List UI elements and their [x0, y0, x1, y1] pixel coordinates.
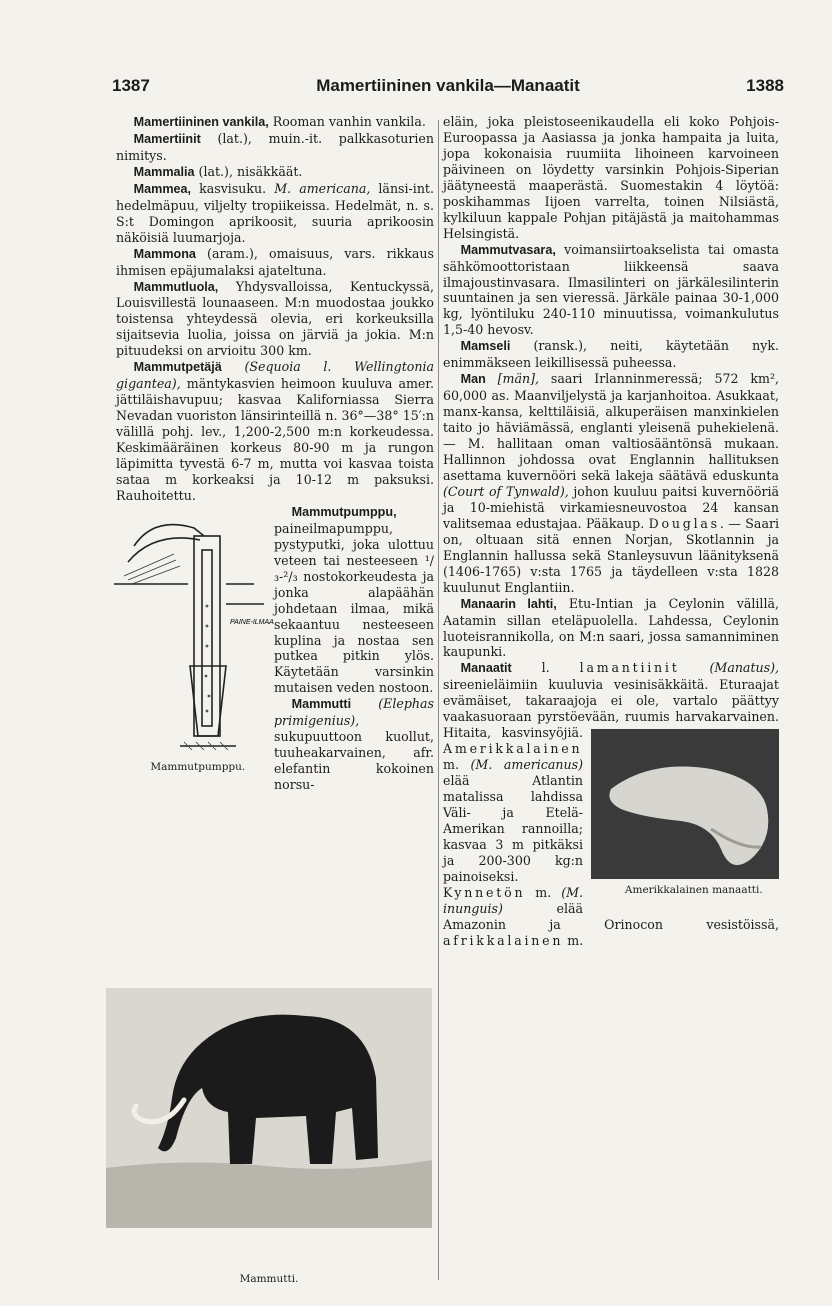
running-title: Mamertiininen vankila—Manaatit: [316, 76, 580, 95]
pump-diagram: [114, 506, 274, 756]
entry-man: Man [män], saari Irlanninmeressä; 572 km², 60,000 as. Maanviljelystä ja karjanhoitoa. Asukkaat, manx-kansa, kelttiläisiä, alkuperäisen manxinkielen taito jo häviämässä, englanti yleisenä puhekielenä. — M. hallitaan oman valtiosääntönsä mukaan. Hallinnon johdossa ovat Englannin hallituksen asettama kuvernööri sekä lakeja säätävä eduskunta (Court of Tynwald), johon kuuluu paitsi kuvernööriä ja 10-miehistä virkamiesneuvostoa 24 kansan valitsemaa edustajaa. Pääkaup. Douglas. — Saari on, oltuaan sitä ennen Norjan, Skotlannin ja Englannin hallussa sekä Stanleysuvun läänityksenä (1406-1765) v:sta 1765 ja täydelleen v:sta 1828 kuulunut Englantiin.: [443, 371, 780, 595]
entry-mammutpumppu: Mammutpumppu, PAINE-ILMAA Mammutpumppu. paineilmapumppu, pystyputki, joka ulottuu veteen tai nesteeseen ¹/₃-²/₃ nostokorkeudesta ja jonka alapäähän johdetaan ilmaa, mikä sekaantuu nesteeseen kuplina ja nostaa sen putkea pitkin ylös. Käytetään varsinkin mutaisen veden nostoon.: [116, 504, 434, 696]
manatee-illustration: [591, 729, 779, 879]
entry-manaarin-lahti: Manaarin lahti, Etu-Intian ja Ceylonin välillä, Aatamin sillan eteläpuolella. Lahdessa, Ceylonin luoteisrannikolla, on M:n saari, jossa samanniminen kaupunki.: [443, 595, 779, 660]
entry-mamertiinit: Mamertiinit (lat.), muin.-it. palkkasoturien nimitys.: [116, 130, 434, 163]
entry-mammutti: Mammutti (Elephas primigenius), sukupuuttoon kuollut, tuuheakarvainen, afr. elefantin kokoinen norsu-: [274, 696, 434, 793]
entry-mamertiininen: Mamertiininen vankila, Rooman vanhin vankila.: [133, 114, 426, 129]
right-column: [443, 114, 779, 949]
entry-mammona: Mammona (aram.), omaisuus, vars. rikkaus ihmisen epäjumalaksi ajateltuna.: [116, 245, 434, 278]
entry-mammutluola: Mammutluola, Yhdysvalloissa, Kentuckyssä, Louisvillestä lounaaseen. M:n muodostaa joukko toistensa yhteydessä olevia, eri korkeuksilla sijaitsevia luolia, joissa on järviä ja jokia. M:n pituudeksi on arvioitu 300 km.: [116, 278, 434, 359]
pump-caption: Mammutpumppu.: [150, 760, 246, 773]
entry-mammalia: Mammalia (lat.), nisäkkäät.: [133, 163, 303, 179]
left-column: [116, 114, 434, 793]
pump-figure: [114, 506, 274, 776]
manatee-caption: Amerikkalainen manaatti.: [624, 884, 763, 897]
entry-mamseli: Mamseli (ransk.), neiti, käytetään nyk. enimmäkseen leikillisessä puheessa.: [443, 338, 779, 371]
entry-mammutpetaja: Mammutpetäjä (Sequoia l. Wellingtonia gigantea), mäntykasvien heimoon kuuluva amer. jättiläishavupuu; kasvaa Kaliforniassa Sierra Nevadan vuoriston länsirinteillä n. 36°—38° 15′:n välillä pohj. lev., 1,200-2,500 m:n korkeudessa. Keskimääräinen korkeus 80-90 m ja rungon läpimitta tyvestä 6-7 m, mutta voi kasvaa toista sataa m korkeaksi ja 10-12 m paksuksi. Rauhoitettu.: [116, 359, 434, 503]
pump-air-label: PAINE-ILMAA: [230, 618, 274, 626]
entry-manaatit: Manaatit l. lamantiinit (Manatus), sireenieläimiin kuuluvia vesinisäkkäitä. Eturaajat evämäiset, takaraajoja ei ole, vartalo päättyy vaakasuoraan pyrstöevään, ruumis harvakarvainen. Hitaita, kasvinsyöjiä. Amerikkalainen manaatti. Amerikkalainen m. (M. americanus) elää Atlantin matalissa lahdissa Väli- ja Etelä-Amerikan rannoilla; kasvaa 3 m pitkäksi ja 200-300 kg:n painoiseksi. Kynnetön m. (M. inunguis) elää Amazonin ja Orinocon vesistöissä, afrikkalainen m.: [443, 660, 779, 948]
entry-mammea: Mammea, kasvisuku. M. americana, länsi-int. hedelmäpuu, viljelty tropiikeissa. Hedelmät, n. s. S:t Domingon aprikoosit, suuria aprikoosin näköisiä luumarjoja.: [116, 180, 435, 245]
column-divider: [438, 120, 439, 1280]
mammoth-figure: [106, 988, 432, 1288]
manatee-figure: [591, 729, 779, 909]
mammoth-illustration: [106, 988, 432, 1228]
mammoth-caption: Mammutti.: [239, 1273, 299, 1285]
entry-mammutvasara: Mammutvasara, voimansiirtoakselista tai omasta sähkömoottoristaan liikkeensä saava ilmajoustinvasara. Ilmasilinteri on järkälesilinterin suuntainen ja sen vieressä. Järkäle painaa 30-1,000 kg, lyöntiluku 240-110 minuutissa, voimankulutus 1,5-40 hevosv.: [443, 241, 779, 338]
page-number-left: 1387: [112, 76, 150, 95]
page-header: [112, 76, 784, 102]
page-number-right: 1388: [746, 76, 784, 95]
entry-mammutti-continued: eläin, joka pleistoseenikaudella eli koko Pohjois-Euroopassa ja Aasiassa ja jonka hampaita ja luita, jopa kokonaisia ruumiita lihoineen karvoineen päivineen on löydetty varsinkin Pohjois-Siperian jäätyneestä maaperästä. Suomestakin 4 löytöä: poskihammas Iijoen varrelta, toinen Nilsiästä, kylkiluun kappale Pohjan pitäjästä ja maitohammas Helsingistä.: [443, 114, 779, 241]
